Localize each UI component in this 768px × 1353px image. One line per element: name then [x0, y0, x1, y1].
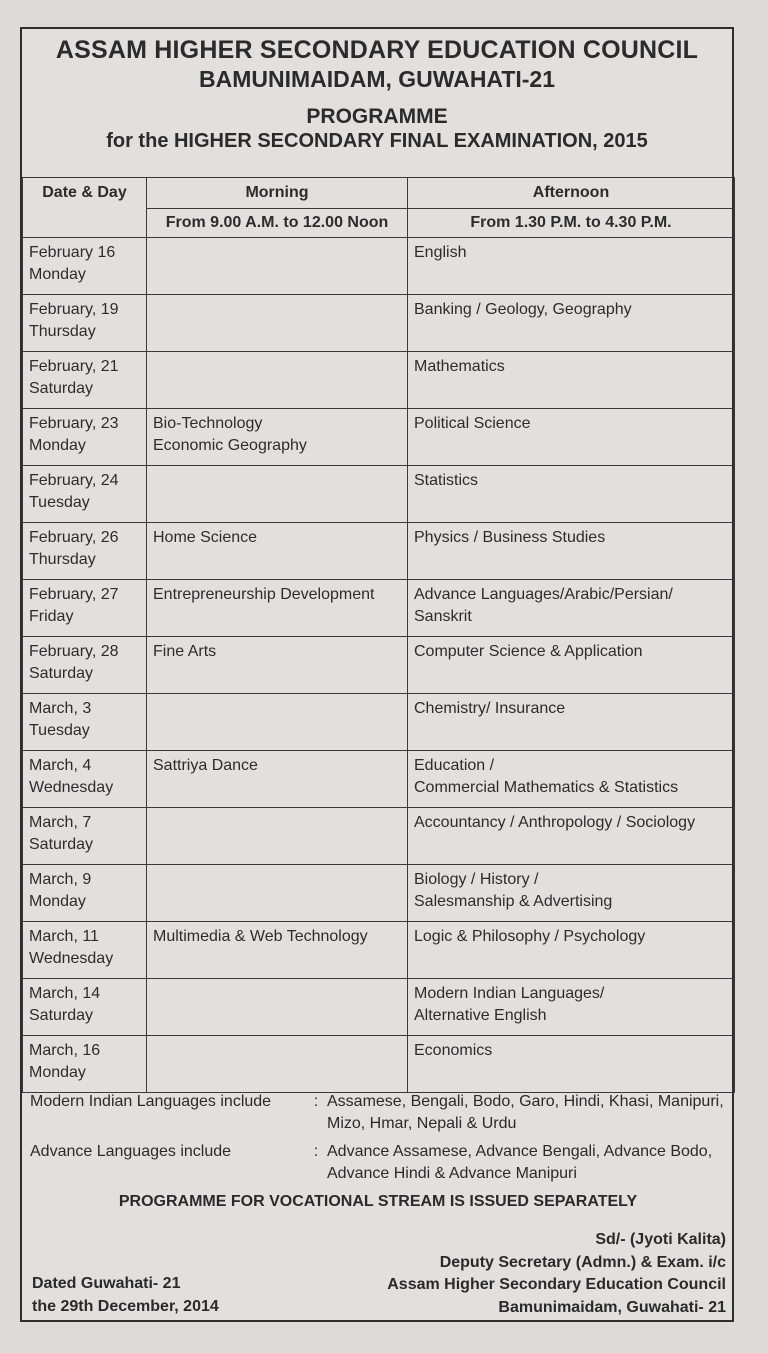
- date-cell: [23, 751, 147, 808]
- afternoon-cell-line: Statistics: [414, 472, 479, 489]
- exam-schedule-table: [22, 177, 735, 1093]
- afternoon-cell: [408, 637, 735, 694]
- date-cell-line: Saturday: [29, 665, 94, 682]
- signature-title: Deputy Secretary (Admn.) & Exam. i/c: [439, 1253, 726, 1271]
- afternoon-cell: [408, 979, 735, 1036]
- programme-title: PROGRAMME: [306, 105, 448, 128]
- date-cell-line: Monday: [29, 893, 86, 910]
- afternoon-cell: [408, 808, 735, 865]
- afternoon-cell-line: English: [414, 244, 467, 261]
- date-cell-line: Saturday: [29, 1007, 94, 1024]
- signature-name: Sd/- (Jyoti Kalita): [595, 1231, 726, 1248]
- afternoon-cell-line: Banking / Geology, Geography: [414, 301, 632, 318]
- afternoon-cell-line: Advance Languages/Arabic/Persian/: [414, 586, 673, 603]
- morning-cell: [147, 808, 408, 865]
- signature-address: Bamunimaidam, Guwahati- 21: [498, 1298, 726, 1316]
- morning-cell-line: Entrepreneurship Development: [153, 586, 375, 603]
- afternoon-cell: [408, 295, 735, 352]
- schedule-row: [23, 751, 735, 808]
- schedule-row: [23, 637, 735, 694]
- date-cell-line: March, 11: [29, 928, 99, 945]
- date-cell-line: February, 27: [29, 586, 119, 603]
- date-cell-line: February 16: [29, 244, 116, 261]
- morning-cell: [147, 523, 408, 580]
- col-header-date: Date & Day: [23, 178, 147, 238]
- afternoon-cell-line: Chemistry/ Insurance: [414, 700, 566, 717]
- afternoon-cell-line: Alternative English: [414, 1007, 547, 1024]
- schedule-row: [23, 466, 735, 523]
- date-cell-line: Monday: [29, 437, 86, 454]
- note-separator: :: [313, 1143, 319, 1160]
- afternoon-cell: [408, 580, 735, 637]
- morning-cell: [147, 580, 408, 637]
- date-cell-line: February, 24: [29, 472, 119, 489]
- afternoon-cell: [408, 922, 735, 979]
- schedule-row: [23, 808, 735, 865]
- date-cell-line: Wednesday: [29, 950, 114, 967]
- afternoon-cell-line: Computer Science & Application: [414, 643, 643, 660]
- date-cell: [23, 523, 147, 580]
- schedule-row: [23, 694, 735, 751]
- date-cell-line: March, 7: [29, 814, 92, 831]
- schedule-body: [23, 238, 735, 1093]
- note-adv-label: Advance Languages include: [30, 1143, 232, 1160]
- schedule-row: [23, 409, 735, 466]
- date-cell-line: Saturday: [29, 380, 94, 397]
- date-cell-line: Thursday: [29, 323, 96, 340]
- date-cell-line: Monday: [29, 1064, 86, 1081]
- afternoon-cell-line: Physics / Business Studies: [414, 529, 606, 546]
- note-mil-label: Modern Indian Languages include: [30, 1093, 272, 1110]
- note-adv-value: Advance Assamese, Advance Bengali, Advance Bodo, Advance Hindi & Advance Manipuri: [327, 1143, 713, 1182]
- afternoon-cell-line: Logic & Philosophy / Psychology: [414, 928, 646, 945]
- date-cell-line: Saturday: [29, 836, 94, 853]
- afternoon-cell-line: Economics: [414, 1042, 493, 1059]
- signature-org: Assam Higher Secondary Education Council: [387, 1276, 726, 1293]
- schedule-row: [23, 295, 735, 352]
- morning-cell: [147, 751, 408, 808]
- morning-cell: [147, 637, 408, 694]
- date-cell: [23, 979, 147, 1036]
- date-cell: [23, 466, 147, 523]
- afternoon-cell: [408, 1036, 735, 1093]
- date-cell: [23, 238, 147, 295]
- date-cell: [23, 694, 147, 751]
- afternoon-cell-line: Biology / History /: [414, 871, 539, 888]
- note-separator: :: [313, 1093, 319, 1110]
- morning-cell-line: Economic Geography: [153, 437, 307, 454]
- morning-cell: [147, 865, 408, 922]
- note-mil: [30, 1091, 730, 1135]
- date-cell: [23, 865, 147, 922]
- morning-cell: [147, 352, 408, 409]
- afternoon-cell: [408, 466, 735, 523]
- dated-place: Dated Guwahati- 21: [32, 1275, 181, 1292]
- afternoon-cell: [408, 352, 735, 409]
- morning-cell-line: Multimedia & Web Technology: [153, 928, 368, 945]
- date-cell: [23, 808, 147, 865]
- morning-time: From 9.00 A.M. to 12.00 Noon: [147, 209, 408, 238]
- dated-block: [32, 1273, 312, 1318]
- date-cell: [23, 1036, 147, 1093]
- afternoon-cell: [408, 238, 735, 295]
- morning-cell: [147, 409, 408, 466]
- dated-date: the 29th December, 2014: [32, 1297, 219, 1315]
- date-cell: [23, 922, 147, 979]
- morning-cell: [147, 466, 408, 523]
- afternoon-cell-line: Sanskrit: [414, 608, 472, 625]
- schedule-row: [23, 523, 735, 580]
- date-cell-line: February, 21: [29, 358, 119, 375]
- date-cell: [23, 409, 147, 466]
- schedule-row: [23, 1036, 735, 1093]
- council-address: BAMUNIMAIDAM, GUWAHATI-21: [198, 66, 556, 92]
- morning-cell: [147, 1036, 408, 1093]
- date-cell-line: March, 16: [29, 1042, 101, 1059]
- note-adv: [30, 1141, 730, 1185]
- morning-cell: [147, 979, 408, 1036]
- exam-notice: [20, 27, 734, 1322]
- date-cell-line: February, 26: [29, 529, 119, 546]
- schedule-row: [23, 352, 735, 409]
- schedule-row: [23, 238, 735, 295]
- afternoon-time: From 1.30 P.M. to 4.30 P.M.: [408, 209, 735, 238]
- date-cell-line: Tuesday: [29, 494, 90, 511]
- morning-cell-line: Sattriya Dance: [153, 757, 258, 774]
- schedule-row: [23, 580, 735, 637]
- afternoon-cell-line: Mathematics: [414, 358, 505, 375]
- date-cell-line: February, 19: [29, 301, 119, 318]
- afternoon-cell: [408, 751, 735, 808]
- date-cell-line: Tuesday: [29, 722, 90, 739]
- morning-cell: [147, 694, 408, 751]
- col-header-morning: Morning: [147, 178, 408, 209]
- date-cell: [23, 580, 147, 637]
- afternoon-cell-line: Salesmanship & Advertising: [414, 893, 613, 910]
- afternoon-cell: [408, 409, 735, 466]
- morning-cell-line: Home Science: [153, 529, 258, 546]
- afternoon-cell: [408, 865, 735, 922]
- col-header-afternoon: Afternoon: [408, 178, 735, 209]
- afternoon-cell-line: Education /: [414, 757, 495, 774]
- morning-cell-line: Fine Arts: [153, 643, 217, 660]
- language-notes: [30, 1091, 730, 1191]
- date-cell-line: Thursday: [29, 551, 96, 568]
- schedule-row: [23, 922, 735, 979]
- date-cell-line: February, 28: [29, 643, 119, 660]
- date-cell-line: March, 9: [29, 871, 92, 888]
- date-cell: [23, 637, 147, 694]
- date-cell-line: March, 3: [29, 700, 92, 717]
- date-cell-line: March, 4: [29, 757, 92, 774]
- date-cell-line: Friday: [29, 608, 74, 625]
- morning-cell: [147, 238, 408, 295]
- vocational-notice: PROGRAMME FOR VOCATIONAL STREAM IS ISSUED SEPARATELY: [118, 1193, 638, 1210]
- afternoon-cell: [408, 523, 735, 580]
- date-cell-line: February, 23: [29, 415, 119, 432]
- note-mil-value: Assamese, Bengali, Bodo, Garo, Hindi, Khasi, Manipuri, Mizo, Hmar, Nepali & Urdu: [327, 1093, 724, 1132]
- afternoon-cell-line: Modern Indian Languages/: [414, 985, 605, 1002]
- morning-cell: [147, 295, 408, 352]
- schedule-row: [23, 865, 735, 922]
- schedule-row: [23, 979, 735, 1036]
- date-cell: [23, 352, 147, 409]
- date-cell-line: March, 14: [29, 985, 101, 1002]
- afternoon-cell-line: Commercial Mathematics & Statistics: [414, 779, 679, 796]
- council-name: ASSAM HIGHER SECONDARY EDUCATION COUNCIL: [55, 36, 699, 64]
- date-cell-line: Monday: [29, 266, 86, 283]
- date-cell-line: Wednesday: [29, 779, 114, 796]
- programme-subtitle: for the HIGHER SECONDARY FINAL EXAMINATION, 2015: [106, 130, 648, 152]
- date-cell: [23, 295, 147, 352]
- morning-cell: [147, 922, 408, 979]
- signature-block: [306, 1229, 726, 1319]
- morning-cell-line: Bio-Technology: [153, 415, 263, 432]
- afternoon-cell-line: Accountancy / Anthropology / Sociology: [414, 814, 696, 831]
- afternoon-cell: [408, 694, 735, 751]
- afternoon-cell-line: Political Science: [414, 415, 531, 432]
